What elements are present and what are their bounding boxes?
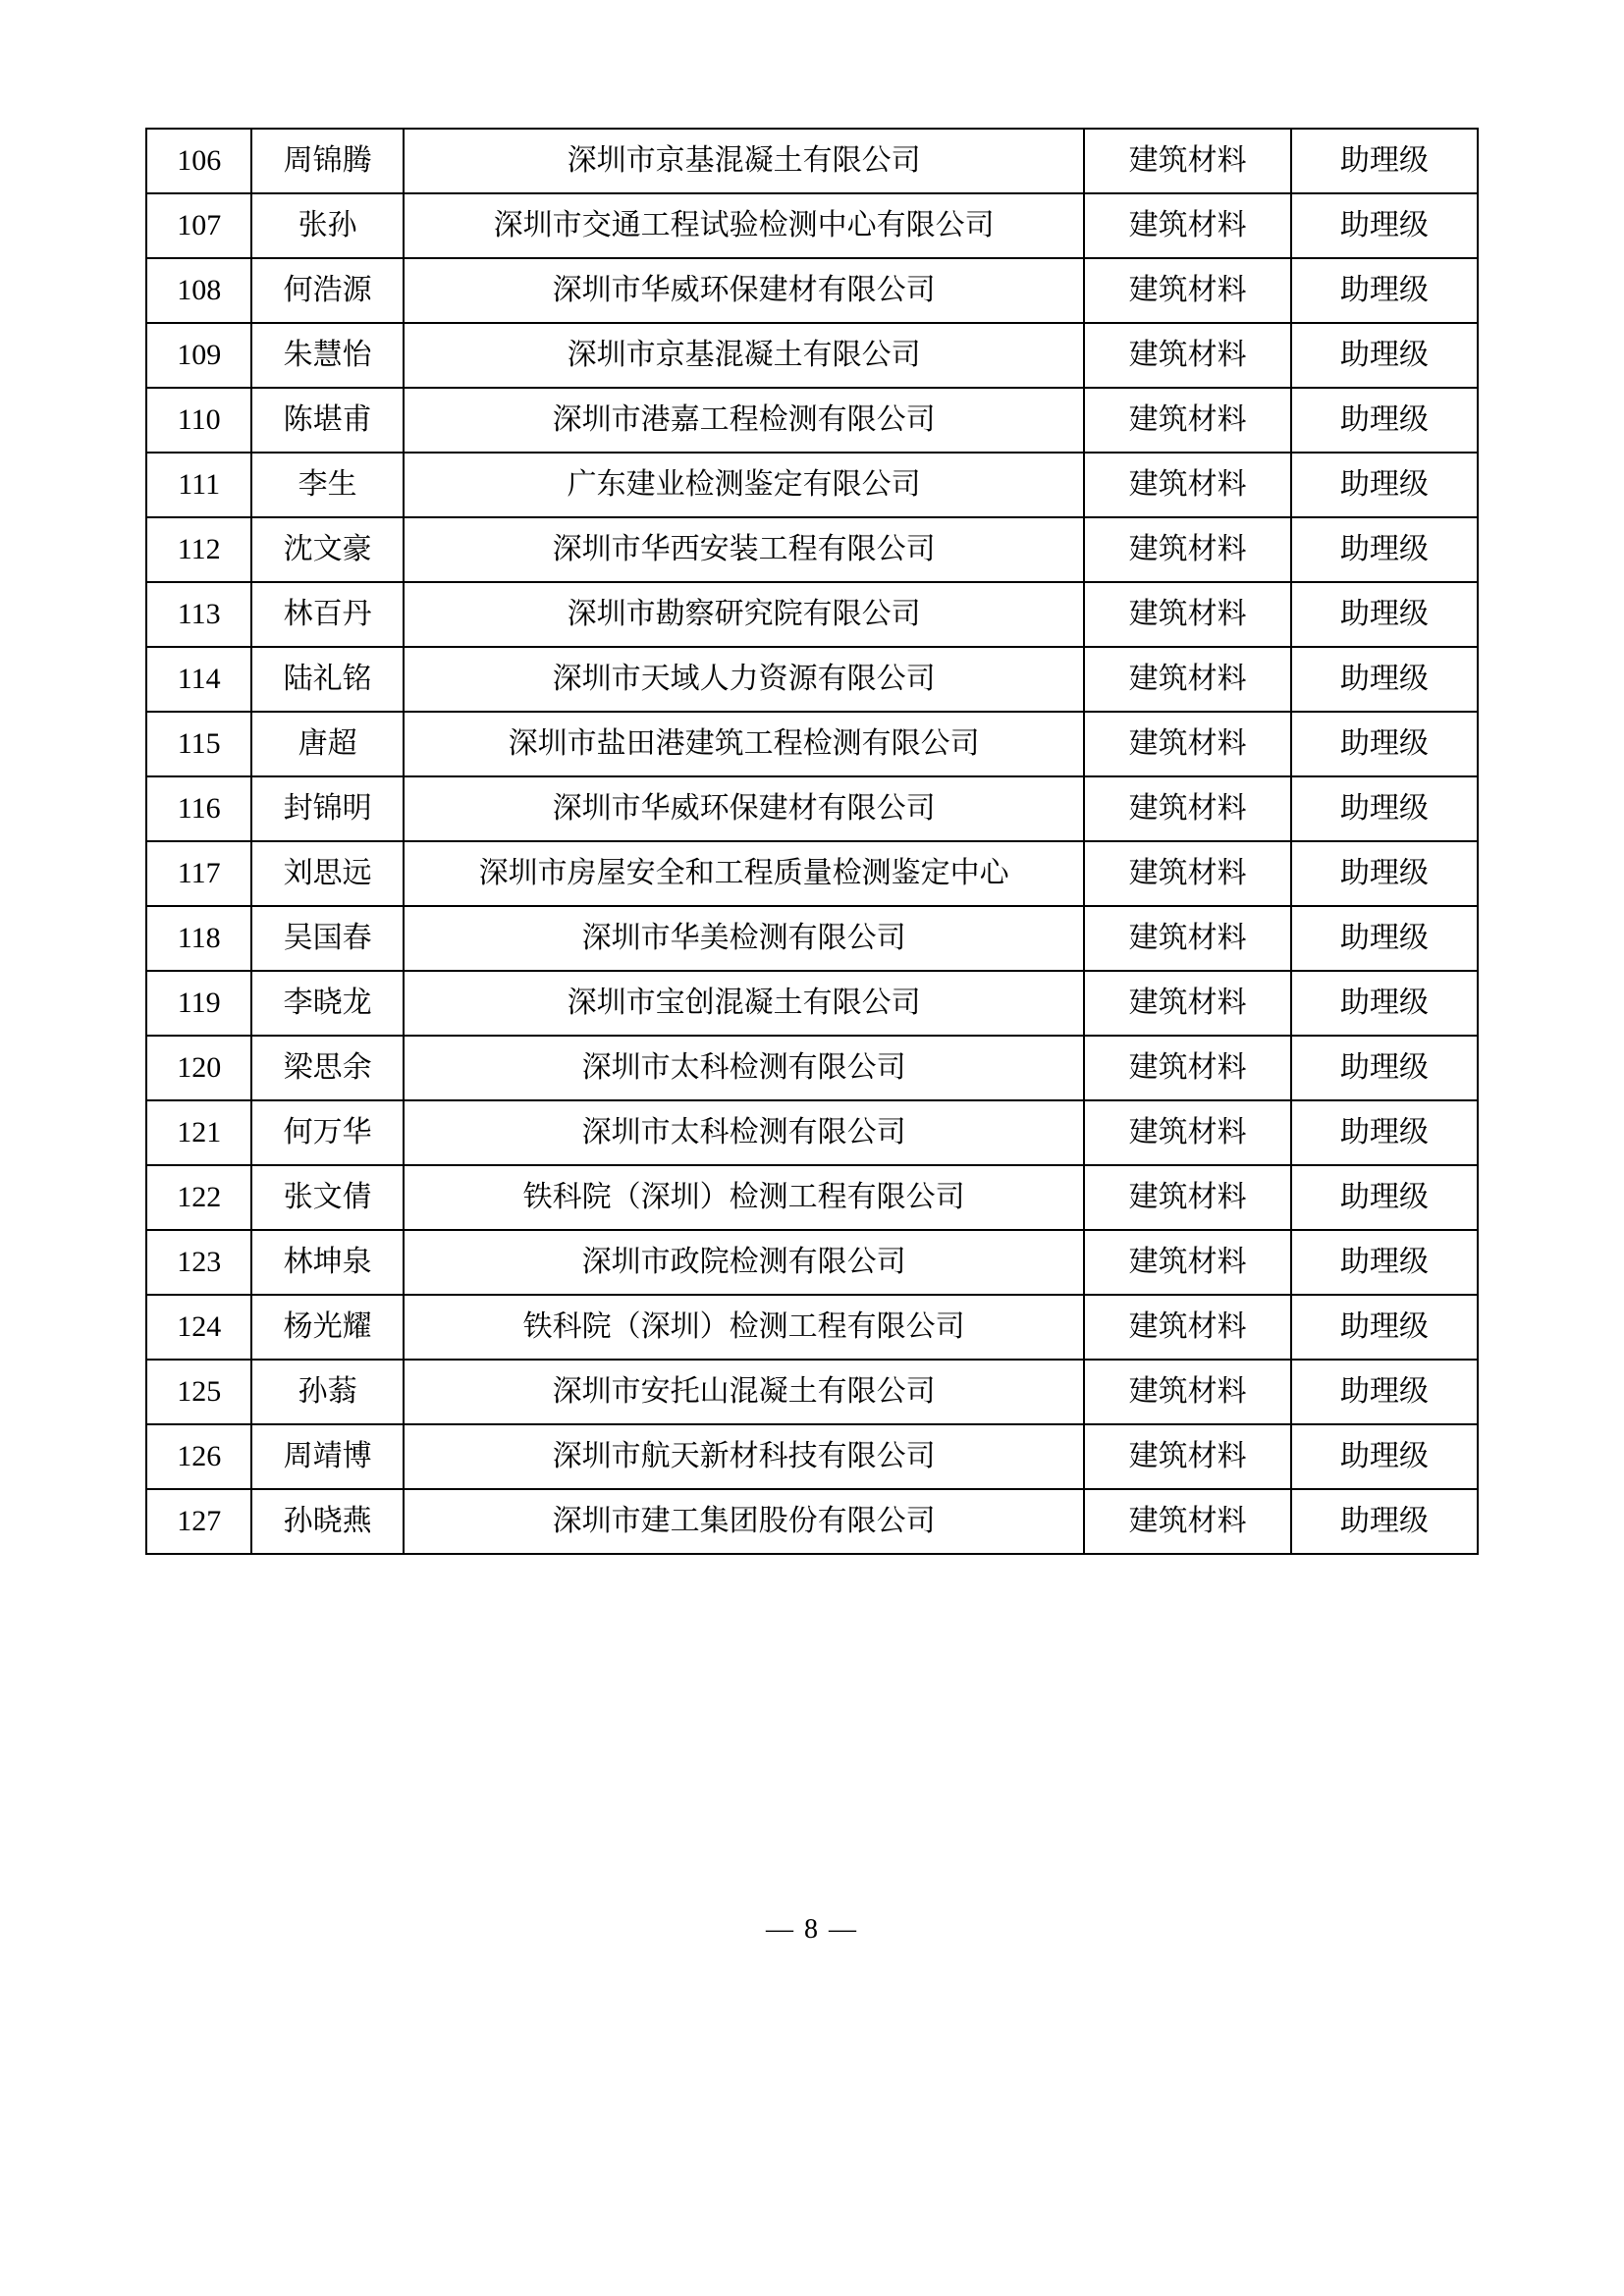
qualified-personnel-table — [145, 128, 1479, 1555]
cell-level: 助理级 — [1291, 1360, 1478, 1424]
table-row — [146, 841, 1478, 906]
table-row — [146, 1424, 1478, 1489]
cell-level: 助理级 — [1291, 582, 1478, 647]
cell-specialty: 建筑材料 — [1084, 971, 1290, 1036]
cell-person-name: 杨光耀 — [251, 1295, 403, 1360]
cell-specialty: 建筑材料 — [1084, 1165, 1290, 1230]
cell-specialty: 建筑材料 — [1084, 1360, 1290, 1424]
cell-person-name: 周锦腾 — [251, 129, 403, 193]
cell-specialty: 建筑材料 — [1084, 712, 1290, 776]
cell-specialty: 建筑材料 — [1084, 906, 1290, 971]
cell-specialty: 建筑材料 — [1084, 1036, 1290, 1100]
cell-specialty: 建筑材料 — [1084, 1230, 1290, 1295]
cell-person-name: 张文倩 — [251, 1165, 403, 1230]
cell-specialty: 建筑材料 — [1084, 517, 1290, 582]
cell-level: 助理级 — [1291, 1100, 1478, 1165]
cell-person-name: 唐超 — [251, 712, 403, 776]
cell-level: 助理级 — [1291, 129, 1478, 193]
cell-specialty: 建筑材料 — [1084, 1295, 1290, 1360]
cell-organization: 深圳市建工集团股份有限公司 — [404, 1489, 1085, 1554]
cell-level: 助理级 — [1291, 1165, 1478, 1230]
cell-organization: 深圳市天域人力资源有限公司 — [404, 647, 1085, 712]
cell-organization: 深圳市政院检测有限公司 — [404, 1230, 1085, 1295]
table-body — [146, 129, 1478, 1554]
cell-organization: 深圳市交通工程试验检测中心有限公司 — [404, 193, 1085, 258]
cell-sequence: 118 — [146, 906, 251, 971]
page-number-footer: — 8 — — [766, 1914, 858, 1945]
cell-sequence: 106 — [146, 129, 251, 193]
cell-specialty: 建筑材料 — [1084, 647, 1290, 712]
cell-specialty: 建筑材料 — [1084, 841, 1290, 906]
cell-person-name: 李晓龙 — [251, 971, 403, 1036]
cell-level: 助理级 — [1291, 1489, 1478, 1554]
table-row — [146, 906, 1478, 971]
table-row — [146, 971, 1478, 1036]
cell-specialty: 建筑材料 — [1084, 193, 1290, 258]
cell-organization: 深圳市京基混凝土有限公司 — [404, 323, 1085, 388]
cell-level: 助理级 — [1291, 517, 1478, 582]
cell-person-name: 朱慧怡 — [251, 323, 403, 388]
cell-organization: 深圳市太科检测有限公司 — [404, 1100, 1085, 1165]
cell-sequence: 125 — [146, 1360, 251, 1424]
cell-organization: 铁科院（深圳）检测工程有限公司 — [404, 1295, 1085, 1360]
cell-sequence: 123 — [146, 1230, 251, 1295]
cell-specialty: 建筑材料 — [1084, 129, 1290, 193]
cell-person-name: 何万华 — [251, 1100, 403, 1165]
cell-person-name: 林坤泉 — [251, 1230, 403, 1295]
cell-sequence: 108 — [146, 258, 251, 323]
table-row — [146, 1100, 1478, 1165]
cell-person-name: 陆礼铭 — [251, 647, 403, 712]
cell-level: 助理级 — [1291, 1036, 1478, 1100]
cell-person-name: 梁思余 — [251, 1036, 403, 1100]
table-row — [146, 388, 1478, 453]
cell-organization: 深圳市华威环保建材有限公司 — [404, 776, 1085, 841]
cell-organization: 深圳市房屋安全和工程质量检测鉴定中心 — [404, 841, 1085, 906]
cell-level: 助理级 — [1291, 1424, 1478, 1489]
cell-sequence: 110 — [146, 388, 251, 453]
cell-level: 助理级 — [1291, 712, 1478, 776]
cell-person-name: 何浩源 — [251, 258, 403, 323]
cell-sequence: 122 — [146, 1165, 251, 1230]
cell-organization: 深圳市华西安装工程有限公司 — [404, 517, 1085, 582]
cell-sequence: 127 — [146, 1489, 251, 1554]
cell-sequence: 115 — [146, 712, 251, 776]
cell-sequence: 124 — [146, 1295, 251, 1360]
cell-specialty: 建筑材料 — [1084, 258, 1290, 323]
cell-sequence: 120 — [146, 1036, 251, 1100]
cell-organization: 广东建业检测鉴定有限公司 — [404, 453, 1085, 517]
table-row — [146, 517, 1478, 582]
cell-organization: 深圳市航天新材科技有限公司 — [404, 1424, 1085, 1489]
cell-person-name: 孙晓燕 — [251, 1489, 403, 1554]
cell-sequence: 107 — [146, 193, 251, 258]
cell-person-name: 封锦明 — [251, 776, 403, 841]
cell-level: 助理级 — [1291, 1295, 1478, 1360]
cell-organization: 深圳市港嘉工程检测有限公司 — [404, 388, 1085, 453]
cell-sequence: 121 — [146, 1100, 251, 1165]
cell-level: 助理级 — [1291, 1230, 1478, 1295]
cell-person-name: 周靖博 — [251, 1424, 403, 1489]
table-row — [146, 582, 1478, 647]
cell-person-name: 林百丹 — [251, 582, 403, 647]
table-row — [146, 712, 1478, 776]
table-row — [146, 776, 1478, 841]
table-row — [146, 1165, 1478, 1230]
table-row — [146, 1036, 1478, 1100]
table-row — [146, 1295, 1478, 1360]
cell-organization: 铁科院（深圳）检测工程有限公司 — [404, 1165, 1085, 1230]
cell-specialty: 建筑材料 — [1084, 1424, 1290, 1489]
cell-specialty: 建筑材料 — [1084, 776, 1290, 841]
table-row — [146, 1230, 1478, 1295]
cell-organization: 深圳市华威环保建材有限公司 — [404, 258, 1085, 323]
table-row — [146, 1360, 1478, 1424]
table-row — [146, 193, 1478, 258]
cell-organization: 深圳市华美检测有限公司 — [404, 906, 1085, 971]
cell-person-name: 张孙 — [251, 193, 403, 258]
cell-sequence: 119 — [146, 971, 251, 1036]
cell-sequence: 116 — [146, 776, 251, 841]
cell-level: 助理级 — [1291, 258, 1478, 323]
cell-sequence: 112 — [146, 517, 251, 582]
cell-level: 助理级 — [1291, 647, 1478, 712]
cell-person-name: 孙蓊 — [251, 1360, 403, 1424]
cell-sequence: 113 — [146, 582, 251, 647]
cell-level: 助理级 — [1291, 193, 1478, 258]
cell-person-name: 吴国春 — [251, 906, 403, 971]
cell-person-name: 刘思远 — [251, 841, 403, 906]
cell-level: 助理级 — [1291, 841, 1478, 906]
cell-specialty: 建筑材料 — [1084, 453, 1290, 517]
cell-person-name: 李生 — [251, 453, 403, 517]
cell-person-name: 沈文豪 — [251, 517, 403, 582]
cell-specialty: 建筑材料 — [1084, 1100, 1290, 1165]
cell-specialty: 建筑材料 — [1084, 323, 1290, 388]
cell-sequence: 114 — [146, 647, 251, 712]
cell-level: 助理级 — [1291, 971, 1478, 1036]
cell-level: 助理级 — [1291, 906, 1478, 971]
table-row — [146, 647, 1478, 712]
cell-sequence: 111 — [146, 453, 251, 517]
table-row — [146, 453, 1478, 517]
cell-organization: 深圳市京基混凝土有限公司 — [404, 129, 1085, 193]
table-row — [146, 258, 1478, 323]
cell-organization: 深圳市太科检测有限公司 — [404, 1036, 1085, 1100]
cell-specialty: 建筑材料 — [1084, 388, 1290, 453]
cell-organization: 深圳市盐田港建筑工程检测有限公司 — [404, 712, 1085, 776]
table-row — [146, 129, 1478, 193]
cell-organization: 深圳市勘察研究院有限公司 — [404, 582, 1085, 647]
cell-sequence: 117 — [146, 841, 251, 906]
cell-organization: 深圳市宝创混凝土有限公司 — [404, 971, 1085, 1036]
cell-sequence: 109 — [146, 323, 251, 388]
table-row — [146, 1489, 1478, 1554]
cell-level: 助理级 — [1291, 453, 1478, 517]
cell-level: 助理级 — [1291, 323, 1478, 388]
cell-organization: 深圳市安托山混凝土有限公司 — [404, 1360, 1085, 1424]
cell-specialty: 建筑材料 — [1084, 582, 1290, 647]
cell-specialty: 建筑材料 — [1084, 1489, 1290, 1554]
cell-sequence: 126 — [146, 1424, 251, 1489]
cell-person-name: 陈堪甫 — [251, 388, 403, 453]
cell-level: 助理级 — [1291, 388, 1478, 453]
cell-level: 助理级 — [1291, 776, 1478, 841]
table-row — [146, 323, 1478, 388]
